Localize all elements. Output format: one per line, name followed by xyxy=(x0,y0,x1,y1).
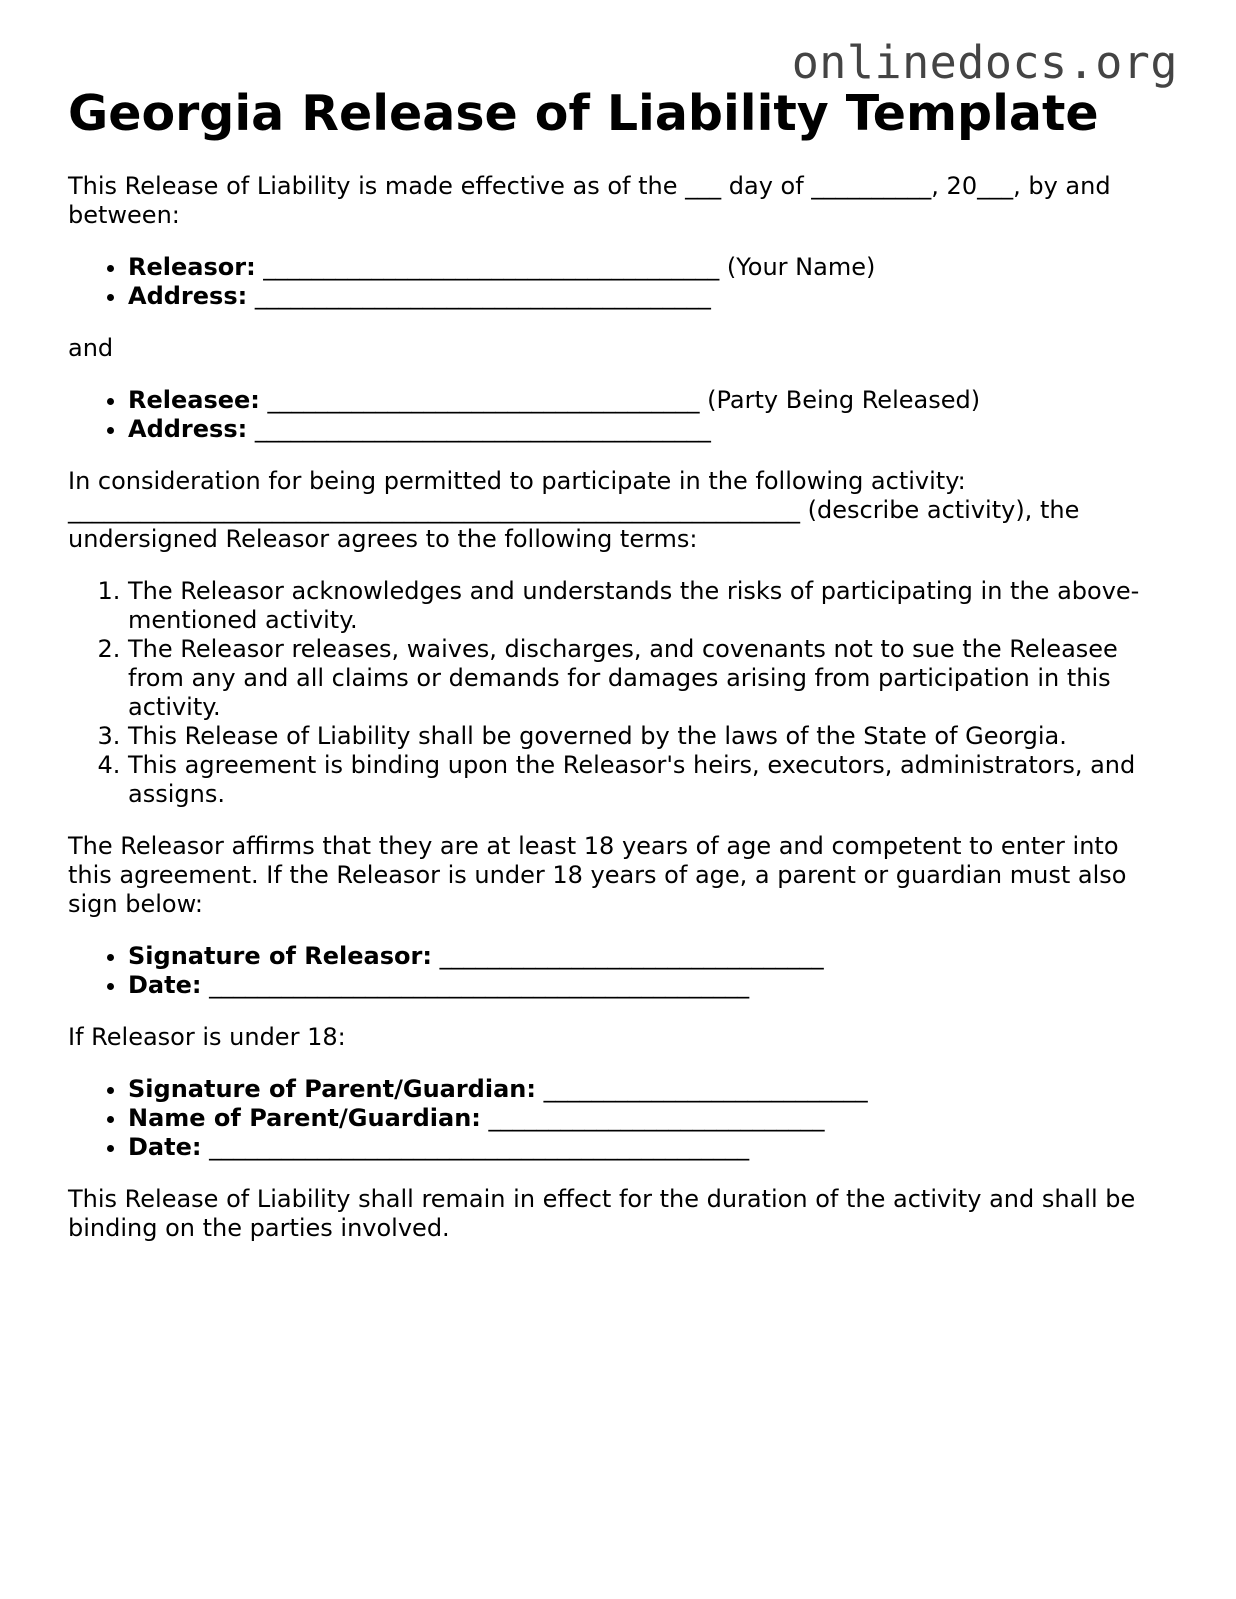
document xyxy=(68,80,1168,1243)
date-guardian-field xyxy=(128,1133,1168,1162)
intro-paragraph: This Release of Liability is made effective as of the ___ day of __________, 20___, by and between: xyxy=(68,172,1111,229)
releasee-address-label: Address: xyxy=(128,415,248,443)
under-18-text: If Releasor is under 18: xyxy=(68,1023,346,1051)
closing-paragraph: This Release of Liability shall remain in effect for the duration of the activity and shall be binding on the parties involved. xyxy=(68,1185,1136,1242)
releasee-address-field xyxy=(128,415,1168,444)
signature-releasor-label: Signature of Releasor: xyxy=(128,942,432,970)
date-guardian-label: Date: xyxy=(128,1133,202,1161)
date-releasor-label: Date: xyxy=(128,971,202,999)
date-releasor-field xyxy=(128,971,1168,1000)
term-item: 1. The Releasor acknowledges and understands the risks of participating in the above-mentioned activity. xyxy=(128,577,1168,635)
consideration-paragraph: In consideration for being permitted to participate in the following activity: _____________________________________________________________ (describe activity), the undersigned Releasor agrees to the following terms: xyxy=(68,467,1080,553)
and-text: and xyxy=(68,334,114,362)
releasor-fields xyxy=(68,253,1168,311)
signature-guardian-label: Signature of Parent/Guardian: xyxy=(128,1075,536,1103)
date-guardian-blank: _____________________________________________ xyxy=(201,1133,750,1161)
name-guardian-blank: ____________________________ xyxy=(480,1104,825,1132)
releasor-field xyxy=(128,253,1168,282)
releasor-signature-fields xyxy=(68,942,1168,1000)
releasee-address-blank: ______________________________________ xyxy=(247,415,711,443)
terms-list xyxy=(68,577,1168,809)
releasor-blank: ______________________________________ (Your Name) xyxy=(255,253,876,281)
releasee-blank: ____________________________________ (Party Being Released) xyxy=(259,386,981,414)
releasor-address-blank: ______________________________________ xyxy=(247,282,711,310)
name-guardian-label: Name of Parent/Guardian: xyxy=(128,1104,481,1132)
name-guardian-field xyxy=(128,1104,1168,1133)
releasor-label: Releasor: xyxy=(128,253,256,281)
guardian-fields xyxy=(68,1075,1168,1162)
affirmation-paragraph: The Releasor affirms that they are at least 18 years of age and competent to enter into this agreement. If the Releasor is under 18 years of age, a parent or guardian must also sign below: xyxy=(68,832,1127,918)
signature-releasor-blank: ________________________________ xyxy=(431,942,824,970)
term-item: 2. The Releasor releases, waives, discharges, and covenants not to sue the Releasee from any and all claims or demands for damages arising from participation in this activity. xyxy=(128,635,1168,722)
releasee-field xyxy=(128,386,1168,415)
signature-guardian-field xyxy=(128,1075,1168,1104)
document-title: Georgia Release of Liability Template xyxy=(68,85,1099,142)
releasee-fields xyxy=(68,386,1168,444)
releasor-address-label: Address: xyxy=(128,282,248,310)
releasor-address-field xyxy=(128,282,1168,311)
signature-releasor-field xyxy=(128,942,1168,971)
term-item: 4. This agreement is binding upon the Releasor's heirs, executors, administrators, and assigns. xyxy=(128,751,1168,809)
date-releasor-blank: _____________________________________________ xyxy=(201,971,750,999)
watermark: onlinedocs.org xyxy=(791,36,1178,89)
term-item: 3. This Release of Liability shall be governed by the laws of the State of Georgia. xyxy=(128,722,1168,751)
signature-guardian-blank: ___________________________ xyxy=(535,1075,868,1103)
releasee-label: Releasee: xyxy=(128,386,260,414)
